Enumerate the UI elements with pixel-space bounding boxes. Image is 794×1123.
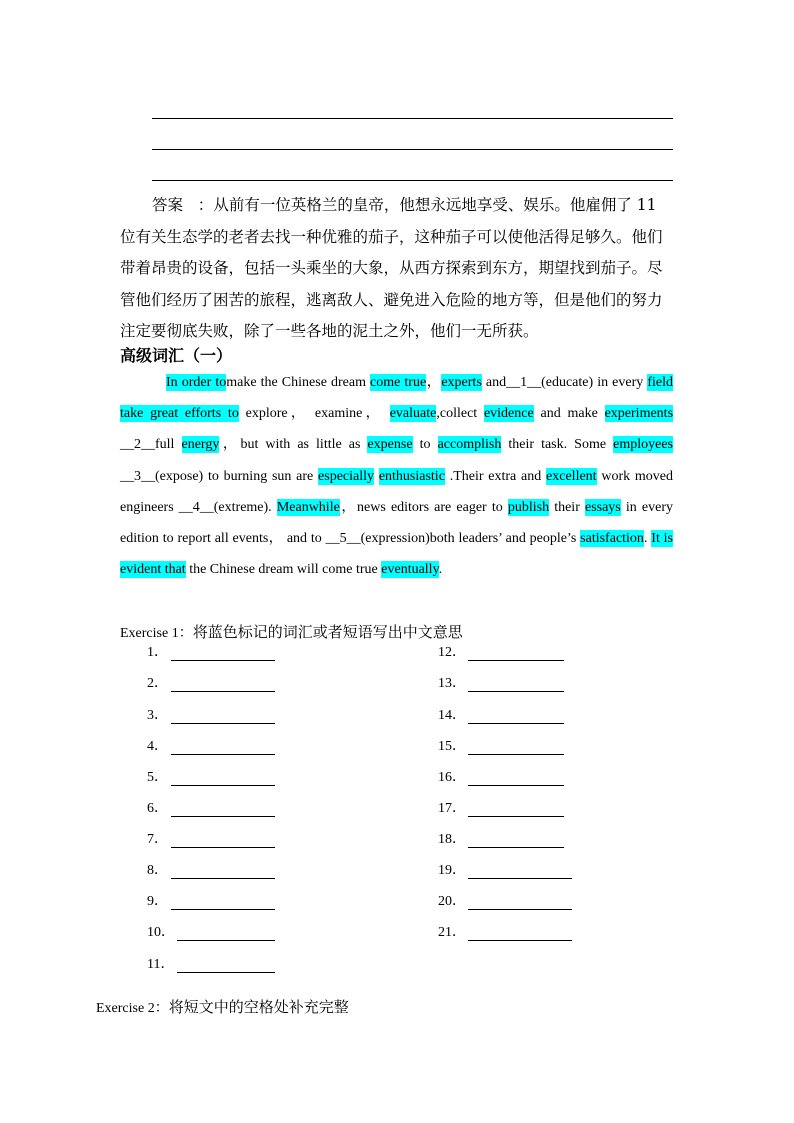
passage-text: to	[412, 437, 438, 453]
item-number: 17．	[438, 801, 466, 816]
passage-text: ，news editors are eager to	[339, 499, 508, 515]
item-number: 2．	[147, 676, 168, 691]
item-number: 20．	[438, 894, 466, 909]
item-number: 5．	[147, 770, 168, 785]
highlighted-term: come true	[370, 375, 427, 390]
highlighted-term: It is evident that	[120, 531, 674, 578]
passage-text: their	[549, 499, 585, 515]
answer-blank-line[interactable]	[468, 754, 564, 755]
exercise-2-label: Exercise 2：	[96, 1001, 169, 1016]
item-number: 16．	[438, 770, 466, 785]
item-number: 8．	[147, 863, 168, 878]
highlighted-term: take great efforts to	[120, 406, 239, 422]
answer-blank-item	[147, 674, 168, 694]
answer-blank-line[interactable]	[171, 754, 275, 755]
answer-blank-item	[438, 892, 466, 912]
answer-blank-line[interactable]	[468, 691, 564, 692]
section-title: 高级词汇（一）	[120, 346, 233, 365]
answer-blank-line[interactable]	[171, 909, 275, 910]
highlighted-term: eventually	[381, 562, 439, 578]
answer-blank-item	[438, 768, 466, 788]
item-number: 13．	[438, 676, 466, 691]
answer-blank-item	[147, 923, 175, 943]
passage-text: and make	[533, 406, 605, 422]
answer-blank-item	[438, 706, 466, 726]
highlighted-term: publish	[507, 499, 550, 515]
item-number: 1．	[147, 645, 168, 660]
exercise-1-instruction	[120, 618, 463, 648]
answer-blank-item	[147, 861, 168, 881]
item-number: 19．	[438, 863, 466, 878]
highlighted-term: accomplish	[437, 437, 502, 453]
item-number: 15．	[438, 739, 466, 754]
highlighted-term: employees	[613, 437, 674, 453]
item-number: 9．	[147, 894, 168, 909]
highlighted-term: essays	[584, 499, 621, 515]
answer-blank-item	[438, 737, 466, 757]
highlighted-term: field	[647, 375, 673, 390]
highlighted-term: energy	[181, 437, 220, 453]
answer-blank-line[interactable]	[468, 940, 572, 941]
answer-blank-item	[438, 861, 466, 881]
passage-text: the Chinese dream will come true	[185, 562, 382, 578]
answer-blank-line[interactable]	[171, 878, 275, 879]
answer-text: 从前有一位英格兰的皇帝，他想永远地享受、娱乐。他雇佣了 11 位有关生态学的老者去找一种优雅的茄子，这种茄子可以使他活得足够久。他们带着昂贵的设备，包括一头乘坐的大象，从西方探索到东方，期望找到茄子。尽管他们经历了困苦的旅程，逃离敌人、避免进入危险的地方等，但是他们的努力注定要彻底失败，除了一些各地的泥土之外，他们一无所获。	[120, 196, 663, 340]
answer-blank-item	[147, 955, 174, 975]
passage-text: explore， examine，	[238, 406, 390, 422]
answer-blank-line[interactable]	[468, 660, 564, 661]
answer-blank-line[interactable]	[171, 691, 275, 692]
item-number: 10．	[147, 925, 175, 940]
exercise-1-label: Exercise 1：	[120, 626, 193, 641]
answer-blank-line[interactable]	[177, 940, 275, 941]
answer-blank-line[interactable]	[171, 847, 275, 848]
answer-blank-line[interactable]	[468, 909, 572, 910]
exercise-1-text: 将蓝色标记的词汇或者短语写出中文意思	[192, 623, 463, 641]
answer-blank-item	[438, 830, 466, 850]
item-number: 7．	[147, 832, 168, 847]
answer-blank-line[interactable]	[468, 723, 564, 724]
passage-text: ,collect	[436, 406, 484, 422]
passage-text: their task. Some	[501, 437, 614, 453]
answer-blank-line[interactable]	[468, 847, 564, 848]
highlighted-term: satisfaction	[580, 531, 644, 547]
answer-blank-item	[147, 892, 168, 912]
answer-blank-item	[438, 643, 466, 663]
answer-blank-line[interactable]	[177, 972, 275, 973]
answer-blank-item	[147, 799, 168, 819]
passage-text: work moved engineers __4__(extreme).	[120, 468, 673, 515]
answer-blank-item	[147, 643, 168, 663]
passage-text: .Their extra and	[444, 468, 547, 484]
answer-line-2	[152, 149, 673, 150]
passage-text: make the Chinese dream	[226, 375, 371, 390]
highlighted-term: experts	[441, 375, 482, 390]
answer-blank-line[interactable]	[468, 878, 572, 879]
passage-text: .	[438, 562, 443, 578]
exercise-2-instruction	[96, 993, 349, 1023]
highlighted-term: especially	[318, 468, 375, 484]
highlighted-term: excellent	[546, 468, 597, 484]
exercise-2-text: 将短文中的空格处补充完整	[168, 998, 349, 1016]
answer-blank-line[interactable]	[468, 785, 564, 786]
answer-blank-item	[438, 674, 466, 694]
item-number: 18．	[438, 832, 466, 847]
item-number: 21．	[438, 925, 466, 940]
answer-blank-line[interactable]	[171, 816, 275, 817]
answer-line-1	[152, 118, 673, 119]
passage-text: ，	[426, 375, 442, 390]
item-number: 12．	[438, 645, 466, 660]
answer-blank-line[interactable]	[171, 723, 275, 724]
highlighted-term: expense	[367, 437, 413, 453]
highlighted-term: In order to	[166, 375, 227, 390]
answer-blank-line[interactable]	[171, 660, 275, 661]
highlighted-term: enthusiastic	[378, 468, 445, 484]
passage-text: and__1__(educate) in every	[481, 375, 648, 390]
highlighted-term: evidence	[483, 406, 534, 422]
item-number: 11．	[147, 957, 175, 972]
answer-label: 答案	[152, 196, 184, 214]
passage-text: in every edition to report all events， and to __5__(expression)both leaders’ and people’s	[120, 499, 673, 547]
passage-text: __2__full	[120, 437, 182, 453]
answer-blank-item	[147, 706, 168, 726]
answer-paragraph	[120, 190, 673, 348]
passage-text: __3__(expose) to burning sun are	[120, 468, 319, 484]
item-number: 3．	[147, 708, 168, 723]
answer-sep: ：	[197, 196, 214, 214]
answer-blank-item	[147, 737, 168, 757]
item-number: 6．	[147, 801, 168, 816]
answer-blank-item	[438, 923, 466, 943]
item-number: 4．	[147, 739, 168, 754]
passage-text: ，but with as little as	[219, 437, 368, 453]
passage-text: .	[643, 531, 652, 547]
answer-blank-item	[438, 799, 466, 819]
answer-blank-item	[147, 768, 168, 788]
answer-blank-line[interactable]	[468, 816, 564, 817]
highlighted-term: experiments	[604, 406, 674, 422]
answer-line-3	[152, 180, 673, 181]
answer-blank-item	[147, 830, 168, 850]
item-number: 14．	[438, 708, 466, 723]
highlighted-term: Meanwhile	[276, 499, 340, 515]
vocab-passage	[120, 367, 673, 585]
highlighted-term: evaluate	[389, 406, 437, 422]
answer-blank-line[interactable]	[171, 785, 275, 786]
